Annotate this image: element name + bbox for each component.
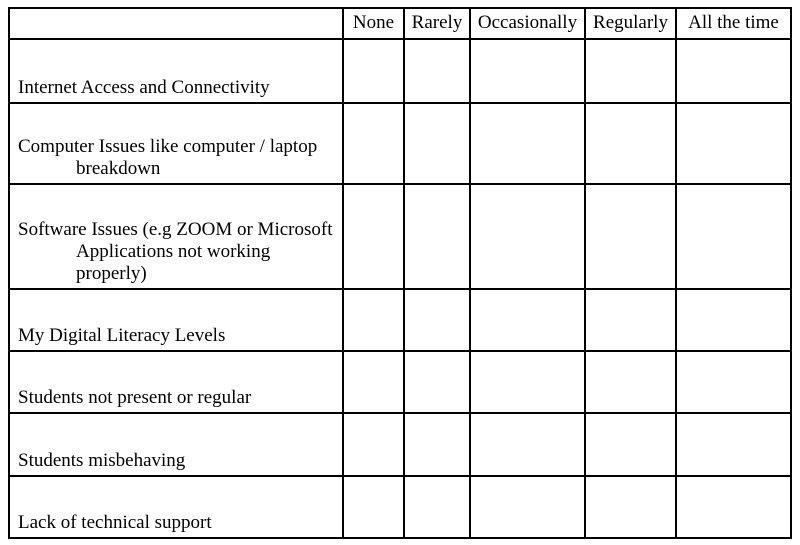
- answer-cell[interactable]: [676, 39, 791, 103]
- answer-cell[interactable]: [470, 103, 585, 184]
- answer-cell[interactable]: [470, 476, 585, 538]
- answer-cell[interactable]: [470, 289, 585, 351]
- row-label-line: Software Issues (e.g ZOOM or Microsoft: [18, 219, 333, 240]
- answer-cell[interactable]: [676, 289, 791, 351]
- column-header-all-the-time: All the time: [676, 8, 791, 39]
- table-row: [9, 39, 791, 103]
- answer-cell[interactable]: [585, 184, 676, 289]
- row-label-line: Students misbehaving: [18, 450, 186, 471]
- row-label-technical-support: [9, 476, 343, 538]
- answer-cell[interactable]: [585, 413, 676, 476]
- row-label-software-issues: [9, 184, 343, 289]
- answer-cell[interactable]: [343, 351, 404, 413]
- answer-cell[interactable]: [404, 351, 470, 413]
- row-label-line: Students not present or regular: [18, 387, 252, 408]
- table-row: [9, 184, 791, 289]
- table-row: [9, 413, 791, 476]
- column-header-rarely: Rarely: [404, 8, 470, 39]
- row-label-digital-literacy: [9, 289, 343, 351]
- answer-cell[interactable]: [470, 184, 585, 289]
- answer-cell[interactable]: [585, 476, 676, 538]
- row-label-line: Internet Access and Connectivity: [18, 77, 270, 98]
- answer-cell[interactable]: [470, 39, 585, 103]
- row-label-internet-access: [9, 39, 343, 103]
- column-header-none: None: [343, 8, 404, 39]
- answer-cell[interactable]: [404, 184, 470, 289]
- answer-cell[interactable]: [585, 351, 676, 413]
- answer-cell[interactable]: [470, 413, 585, 476]
- answer-cell[interactable]: [676, 351, 791, 413]
- answer-cell[interactable]: [343, 184, 404, 289]
- row-label-line: My Digital Literacy Levels: [18, 325, 226, 346]
- answer-cell[interactable]: [585, 39, 676, 103]
- answer-cell[interactable]: [585, 103, 676, 184]
- answer-cell[interactable]: [343, 103, 404, 184]
- answer-cell[interactable]: [585, 289, 676, 351]
- row-label-line: properly): [76, 263, 147, 284]
- answer-cell[interactable]: [404, 103, 470, 184]
- answer-cell[interactable]: [343, 39, 404, 103]
- answer-cell[interactable]: [676, 413, 791, 476]
- column-header-occasionally: Occasionally: [470, 8, 585, 39]
- row-label-students-misbehaving: [9, 413, 343, 476]
- answer-cell[interactable]: [343, 289, 404, 351]
- answer-cell[interactable]: [470, 351, 585, 413]
- row-label-line: breakdown: [76, 158, 161, 179]
- answer-cell[interactable]: [676, 476, 791, 538]
- row-label-students-not-present: [9, 351, 343, 413]
- answer-cell[interactable]: [404, 413, 470, 476]
- column-header-regularly: Regularly: [585, 8, 676, 39]
- header-row: [9, 8, 791, 39]
- answer-cell[interactable]: [404, 39, 470, 103]
- answer-cell[interactable]: [676, 103, 791, 184]
- answer-cell[interactable]: [404, 476, 470, 538]
- answer-cell[interactable]: [404, 289, 470, 351]
- table-row: [9, 103, 791, 184]
- table-row: [9, 351, 791, 413]
- table-row: [9, 476, 791, 538]
- table-row: [9, 289, 791, 351]
- corner-cell: [9, 8, 343, 39]
- answer-cell[interactable]: [676, 184, 791, 289]
- row-label-computer-issues: [9, 103, 343, 184]
- row-label-line: Computer Issues like computer / laptop: [18, 136, 318, 157]
- row-label-line: Applications not working: [76, 241, 271, 262]
- row-label-line: Lack of technical support: [18, 512, 212, 533]
- frequency-survey-table: [8, 7, 792, 539]
- answer-cell[interactable]: [343, 413, 404, 476]
- answer-cell[interactable]: [343, 476, 404, 538]
